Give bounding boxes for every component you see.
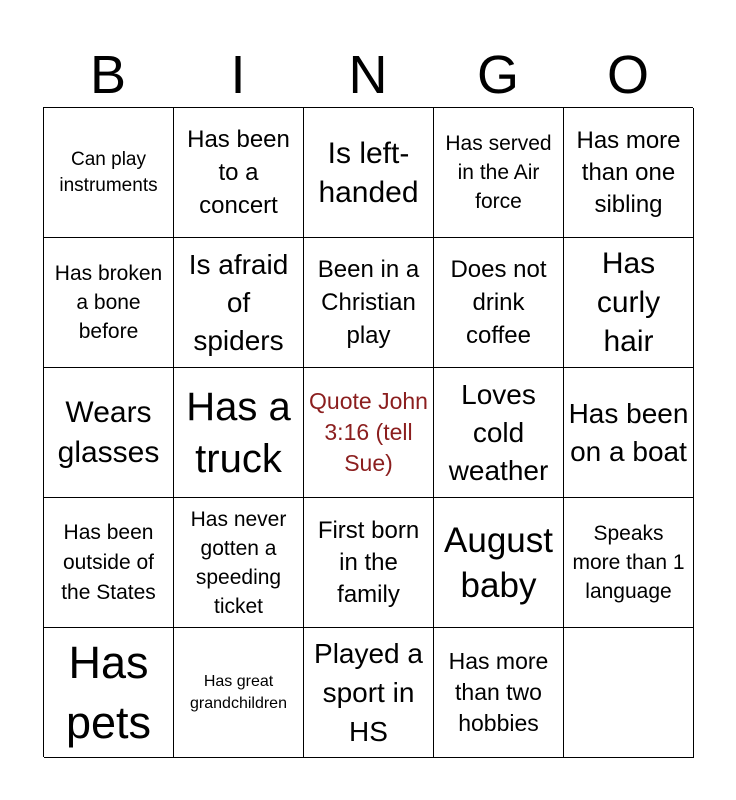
header-letter-i: I <box>230 45 246 105</box>
cell-text: First born in the family <box>317 516 420 608</box>
bingo-cell[interactable] <box>564 368 694 498</box>
free-space-cell[interactable] <box>304 368 434 498</box>
bingo-cell[interactable] <box>304 108 434 238</box>
bingo-cell[interactable] <box>304 238 434 368</box>
cell-text: Has a truck <box>186 384 291 481</box>
bingo-cell[interactable] <box>174 368 304 498</box>
cell-text: Has been on a boat <box>568 397 689 467</box>
header-letter-o: O <box>606 45 649 105</box>
bingo-cell[interactable] <box>434 108 564 238</box>
cell-text: Has never gotten a speeding ticket <box>190 507 287 618</box>
bingo-cell[interactable] <box>44 498 174 628</box>
cell-text: Wears glasses <box>57 395 160 469</box>
cell-text: Played a sport in HS <box>314 638 423 747</box>
bingo-cell[interactable] <box>434 368 564 498</box>
cell-text: Has pets <box>65 636 152 748</box>
bingo-cell[interactable] <box>174 108 304 238</box>
cell-text: Is left-handed <box>318 136 419 209</box>
bingo-cell[interactable] <box>174 628 304 758</box>
cell-text: Has more than two hobbies <box>448 648 549 736</box>
header-letter-b: B <box>89 45 127 105</box>
cell-text: Does not drink coffee <box>450 256 547 349</box>
cell-text: Been in a Christian play <box>317 256 420 349</box>
bingo-board <box>43 107 693 757</box>
bingo-cell-empty[interactable] <box>564 628 694 758</box>
bingo-cell[interactable] <box>174 238 304 368</box>
bingo-cell[interactable] <box>44 628 174 758</box>
bingo-cell[interactable] <box>564 238 694 368</box>
cell-text: Quote John 3:16 (tell Sue) <box>309 388 428 476</box>
cell-text: Has been outside of the States <box>61 520 156 604</box>
bingo-cell[interactable] <box>174 498 304 628</box>
cell-text: Can play instruments <box>59 148 158 196</box>
cell-text: Is afraid of spiders <box>188 248 289 356</box>
bingo-cell[interactable] <box>564 498 694 628</box>
bingo-cell[interactable] <box>434 238 564 368</box>
bingo-cell[interactable] <box>304 498 434 628</box>
bingo-cell[interactable] <box>434 498 564 628</box>
cell-text: Has been to a concert <box>187 126 290 219</box>
cell-text: Speaks more than 1 language <box>572 522 685 603</box>
cell-text: Loves cold weather <box>448 378 549 486</box>
bingo-cell[interactable] <box>434 628 564 758</box>
header-letter-n: N <box>348 45 388 105</box>
cell-text: Has great grandchildren <box>190 672 287 712</box>
cell-text: August baby <box>444 520 553 605</box>
bingo-cell[interactable] <box>44 368 174 498</box>
bingo-cell[interactable] <box>44 108 174 238</box>
bingo-header <box>43 44 693 106</box>
bingo-cell[interactable] <box>304 628 434 758</box>
bingo-cell[interactable] <box>564 108 694 238</box>
cell-text: Has curly hair <box>596 247 661 358</box>
cell-text: Has more than one sibling <box>576 126 681 218</box>
cell-text: Has served in the Air force <box>445 132 552 213</box>
cell-text: Has broken a bone before <box>54 262 163 343</box>
bingo-cell[interactable] <box>44 238 174 368</box>
header-letter-g: G <box>476 45 519 105</box>
